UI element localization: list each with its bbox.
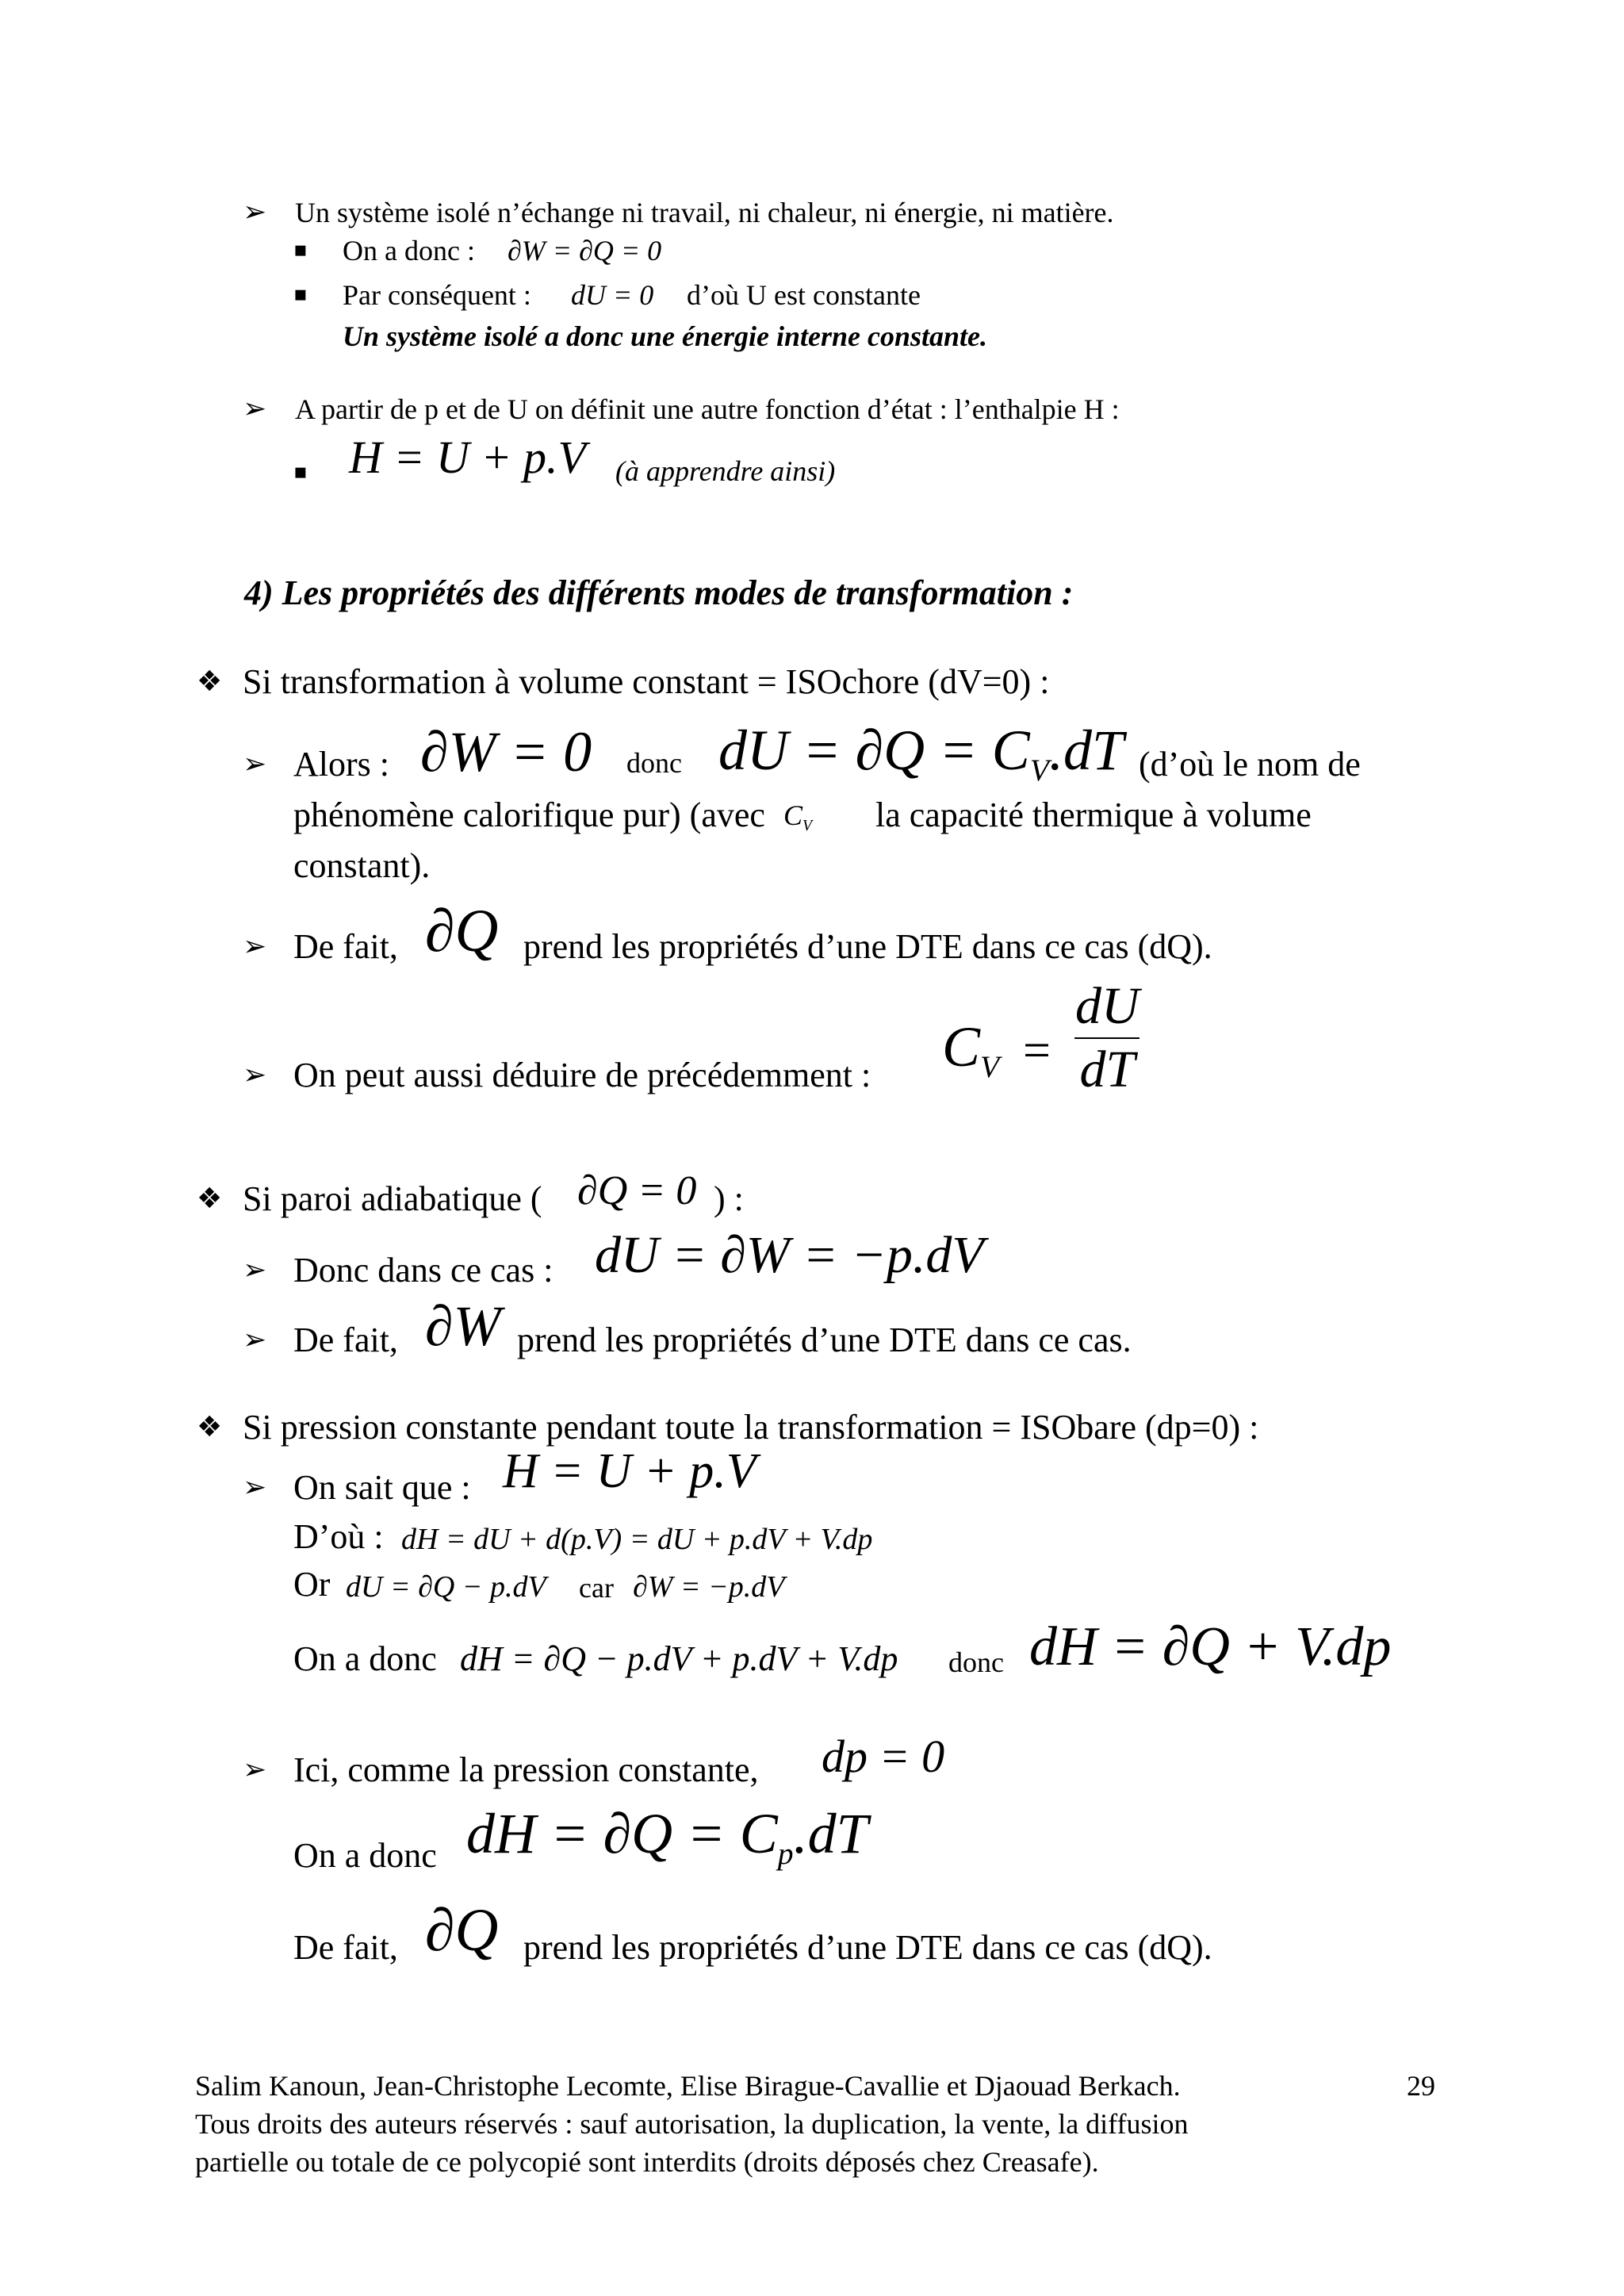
arrow-bullet-icon: ➢ [243,393,267,425]
on-a-donc-label: On a donc [293,1639,437,1678]
isochore-heading: Si transformation à volume constant = ISOchore (dV=0) : [243,662,1050,701]
enthalpy-note: (à apprendre ainsi) [615,455,836,487]
arrow-bullet-icon: ➢ [243,1254,267,1286]
dou-label: D’où : [293,1517,384,1556]
ici-text: Ici, comme la pression constante, [293,1750,759,1789]
isobare-equation-cp: dH = $\partial Q = C_p.dT$ [466,1802,868,1871]
isobare-equation-dp: dp = 0 [822,1731,945,1782]
isolated-system-text: Un système isolé n’échange ni travail, ni chaleur, ni énergie, ni matière. [295,197,1114,228]
arrow-bullet-icon: ➢ [243,748,267,780]
alors-label: Alors : [293,745,389,784]
isolated-equation-1: ∂W = ∂Q = 0 [508,235,662,266]
on-a-donc-label: On a donc [293,1836,437,1875]
enthalpy-equation: H = U + p.V [349,431,586,483]
isolated-equation-2-tail: d’où U est constante [687,279,921,311]
dw-symbol: ∂W [425,1294,501,1358]
enthalpy-definition-text: A partir de p et de U on définit une autre fonction d’état : l’enthalpie H : [295,393,1120,425]
par-consequent-label: Par conséquent : [343,279,531,311]
adiabatic-heading-a: Si paroi adiabatique ( [243,1179,542,1218]
cv-fraction-equals: = [1023,1024,1051,1078]
arrow-bullet-icon: ➢ [243,1324,267,1356]
dq-symbol: ∂Q [425,1897,499,1964]
isochore-line-3: constant). [293,846,431,885]
square-bullet-icon: ▪ [293,238,308,262]
de-fait-label: De fait, [293,927,398,966]
cv-fraction-lhs: $C_V$ [942,1015,1000,1084]
dq-symbol: ∂Q [425,898,499,964]
de-fait-label: De fait, [293,1320,398,1359]
square-bullet-icon: ▪ [293,460,308,484]
diamond-bullet-icon: ❖ [197,1411,223,1443]
donc-label: donc [626,747,682,779]
square-bullet-icon: ▪ [293,282,308,306]
diamond-bullet-icon: ❖ [197,1182,223,1215]
adiabatic-equation: dU = ∂W = −p.dV [595,1226,984,1284]
arrow-bullet-icon: ➢ [243,196,267,228]
isochore-dte-text: prend les propriétés d’une DTE dans ce cas (dQ). [523,927,1212,966]
isobare-equation-dh: dH = dU + d(p.V) = dU + p.dV + V.dp [401,1523,873,1556]
de-fait-label: De fait, [293,1928,398,1967]
isobare-heading: Si pression constante pendant toute la transformation = ISObare (dp=0) : [243,1408,1259,1447]
isochore-equation-du: dU = $\partial Q = C_V.dT$ [718,719,1124,788]
isobare-equation-du: dU = ∂Q − p.dV [346,1570,546,1604]
section-title: 4) Les propriétés des différents modes de transformation : [244,573,1074,612]
isobare-equation-h: H = U + p.V [503,1444,756,1498]
diamond-bullet-icon: ❖ [197,665,223,698]
isochore-equation-dw: ∂W = 0 [420,720,592,784]
arrow-bullet-icon: ➢ [243,930,267,963]
isolated-conclusion: Un système isolé a donc une énergie interne constante. [343,320,987,352]
footer-rights-1: Tous droits des auteurs réservés : sauf autorisation, la duplication, la vente, la diffusion [195,2108,1189,2140]
deduce-text: On peut aussi déduire de précédemment : [293,1056,871,1094]
donc-label: donc [948,1646,1004,1678]
adiabatic-donc-label: Donc dans ce cas : [293,1251,553,1290]
adiabatic-heading-equation: ∂Q = 0 [577,1168,697,1213]
cv-symbol: $C_V$ [783,799,813,834]
on-a-donc-label: On a donc : [343,235,475,266]
isobare-equation-long: dH = ∂Q − p.dV + p.dV + V.dp [460,1639,898,1678]
isobare-equation-dw: ∂W = −p.dV [633,1570,785,1604]
arrow-bullet-icon: ➢ [243,1059,267,1091]
arrow-bullet-icon: ➢ [243,1754,267,1786]
isochore-line-2b: la capacité thermique à volume [875,795,1312,834]
isochore-tail-1: (d’où le nom de [1139,745,1361,784]
on-sait-que-label: On sait que : [293,1468,471,1507]
isobare-dte-text: prend les propriétés d’une DTE dans ce cas (dQ). [523,1928,1212,1967]
or-label: Or [293,1565,331,1604]
arrow-bullet-icon: ➢ [243,1471,267,1504]
adiabatic-dte-text: prend les propriétés d’une DTE dans ce cas. [517,1320,1132,1359]
isochore-line-2a: phénomène calorifique pur) (avec [293,795,765,834]
car-label: car [579,1572,614,1604]
isobare-equation-result: dH = ∂Q + V.dp [1029,1616,1392,1677]
isolated-equation-2: dU = 0 [571,279,654,311]
footer-rights-2: partielle ou totale de ce polycopié sont interdits (droits déposés chez Creasafe). [195,2146,1099,2178]
cv-fraction: $\frac{dU}{dT}$ [1075,977,1139,1098]
footer-authors: Salim Kanoun, Jean-Christophe Lecomte, Elise Birague-Cavallie et Djaouad Berkach. [195,2070,1181,2102]
page-number: 29 [1407,2070,1435,2102]
adiabatic-heading-b: ) : [714,1179,744,1218]
